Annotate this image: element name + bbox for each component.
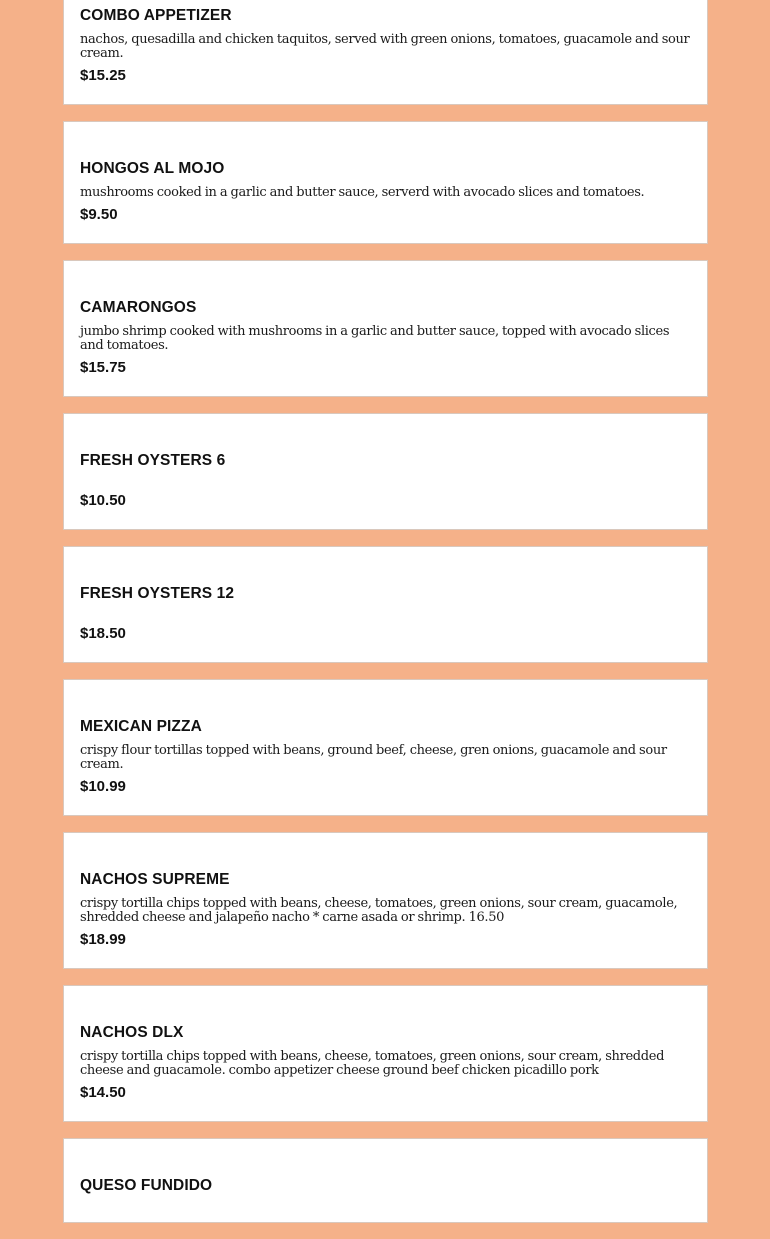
- menu-item-price: $10.99: [80, 778, 126, 795]
- menu-item-card[interactable]: [63, 413, 708, 530]
- menu-item-price: $18.50: [80, 625, 126, 642]
- menu-item-description: crispy tortilla chips topped with beans, cheese, tomatoes, green onions, sour cream, guacamole, shredded cheese and jalapeño nacho * carne asada or shrimp. 16.50: [80, 896, 678, 925]
- menu-item-price: $15.75: [80, 359, 126, 376]
- menu-item-name: MEXICAN PIZZA: [80, 718, 202, 735]
- menu-item-card[interactable]: [63, 0, 708, 105]
- menu-item-card[interactable]: [63, 832, 708, 969]
- menu-item-card[interactable]: [63, 1138, 708, 1223]
- menu-item-name: FRESH OYSTERS 6: [80, 452, 226, 469]
- menu-item-description: jumbo shrimp cooked with mushrooms in a garlic and butter sauce, topped with avocado slices and tomatoes.: [80, 324, 670, 353]
- menu-item-price: $18.99: [80, 931, 126, 948]
- menu-item-name: CAMARONGOS: [80, 299, 197, 316]
- menu-item-name: QUESO FUNDIDO: [80, 1177, 213, 1194]
- menu-item-name: NACHOS DLX: [80, 1024, 184, 1041]
- menu-item-card[interactable]: [63, 121, 708, 244]
- menu-item-price: $10.50: [80, 492, 126, 509]
- menu-item-name: HONGOS AL MOJO: [80, 160, 225, 177]
- menu-item-price: $14.50: [80, 1084, 126, 1101]
- menu-item-price: $9.50: [80, 206, 118, 223]
- menu-item-price: $15.25: [80, 67, 126, 84]
- menu-item-name: NACHOS SUPREME: [80, 871, 230, 888]
- menu-item-card[interactable]: [63, 679, 708, 816]
- menu-item-name: FRESH OYSTERS 12: [80, 585, 235, 602]
- menu-item-name: COMBO APPETIZER: [80, 7, 232, 24]
- menu-list: [63, 0, 708, 1239]
- menu-item-description: crispy flour tortillas topped with beans, ground beef, cheese, gren onions, guacamole and sour cream.: [80, 743, 667, 772]
- menu-item-card[interactable]: [63, 985, 708, 1122]
- menu-item-description: crispy tortilla chips topped with beans, cheese, tomatoes, green onions, sour cream, shredded cheese and guacamole. combo appetizer cheese ground beef chicken picadillo pork: [80, 1049, 665, 1078]
- menu-item-description: mushrooms cooked in a garlic and butter sauce, serverd with avocado slices and tomatoes.: [80, 185, 645, 200]
- menu-item-description: nachos, quesadilla and chicken taquitos, served with green onions, tomatoes, guacamole and sour cream.: [80, 32, 690, 61]
- menu-item-card[interactable]: [63, 260, 708, 397]
- menu-item-card[interactable]: [63, 546, 708, 663]
- menu-item-price: [80, 1203, 691, 1222]
